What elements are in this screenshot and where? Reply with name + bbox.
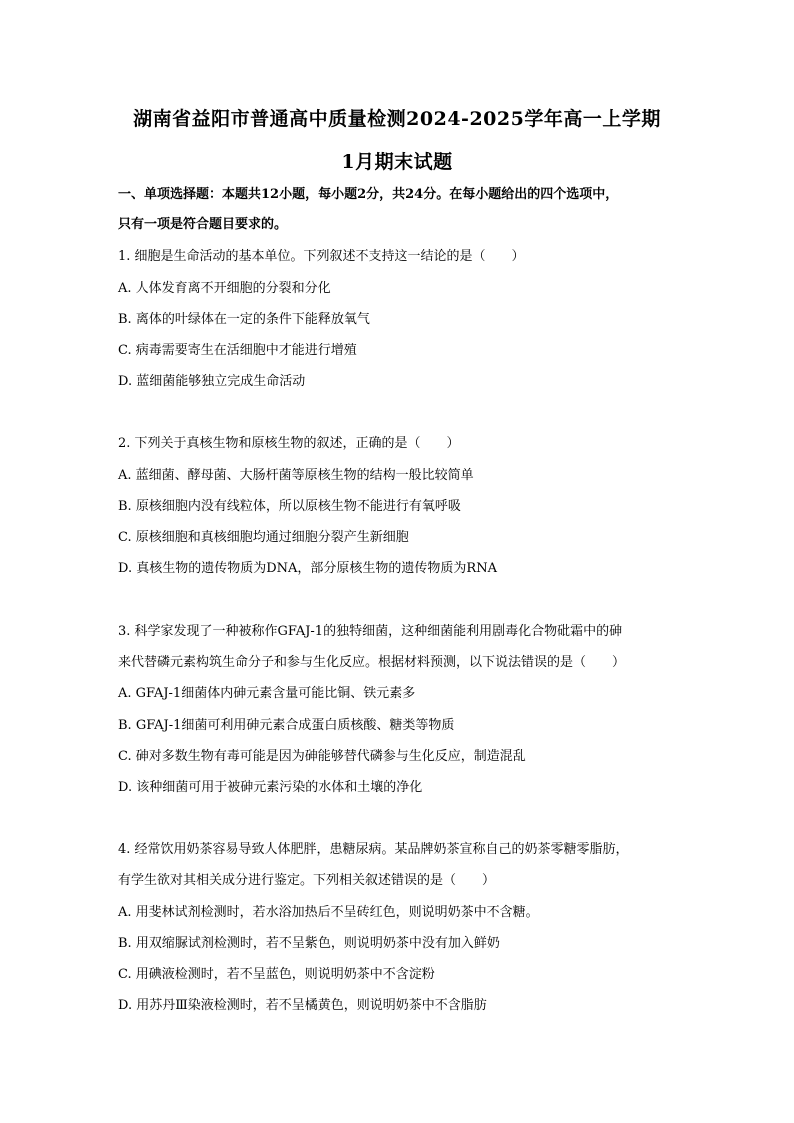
question-4-stem-line-1: 4. 经常饮用奶茶容易导致人体肥胖，患糖尿病。某品牌奶茶宣称自己的奶茶零糖零脂肪，	[118, 842, 629, 857]
question-4-stem-line-2: 有学生欲对其相关成分进行鉴定。下列相关叙述错误的是（ ）	[118, 873, 496, 888]
question-3-option-b: B. GFAJ-1细菌可利用砷元素合成蛋白质核酸、糖类等物质	[118, 718, 455, 733]
question-4-option-d: D. 用苏丹Ⅲ染液检测时，若不呈橘黄色，则说明奶茶中不含脂肪	[118, 998, 487, 1013]
question-1-option-c: C. 病毒需要寄生在活细胞中才能进行增殖	[118, 343, 357, 358]
question-3-stem-line-1: 3. 科学家发现了一种被称作GFAJ-1的独特细菌，这种细菌能利用剧毒化合物砒霜中的砷	[118, 624, 623, 639]
question-4-option-c: C. 用碘液检测时，若不呈蓝色，则说明奶茶中不含淀粉	[118, 967, 435, 982]
question-3-option-d: D. 该种细菌可用于被砷元素污染的水体和土壤的净化	[118, 780, 423, 795]
question-3-stem-line-2: 来代替磷元素构筑生命分子和参与生化反应。根据材料预测，以下说法错误的是（ ）	[118, 655, 626, 670]
question-1-stem: 1. 细胞是生命活动的基本单位。下列叙述不支持这一结论的是（ ）	[118, 249, 525, 264]
question-4-option-b: B. 用双缩脲试剂检测时，若不呈紫色，则说明奶茶中没有加入鲜奶	[118, 936, 500, 951]
question-2-option-c: C. 原核细胞和真核细胞均通过细胞分裂产生新细胞	[118, 530, 409, 545]
document-title-line-1: 湖南省益阳市普通高中质量检测2024-2025学年高一上学期	[133, 108, 661, 130]
question-4-option-a: A. 用斐林试剂检测时，若水浴加热后不呈砖红色，则说明奶茶中不含糖。	[118, 905, 539, 920]
document-title-line-2: 1月期末试题	[341, 151, 453, 173]
question-2-option-a: A. 蓝细菌、酵母菌、大肠杆菌等原核生物的结构一般比较简单	[118, 468, 474, 483]
question-2-option-b: B. 原核细胞内没有线粒体，所以原核生物不能进行有氧呼吸	[118, 499, 461, 514]
section-heading-line-1: 一、单项选择题：本题共12小题，每小题2分，共24分。在每小题给出的四个选项中，	[118, 187, 619, 202]
question-1-option-d: D. 蓝细菌能够独立完成生命活动	[118, 374, 306, 389]
question-3-option-c: C. 砷对多数生物有毒可能是因为砷能够替代磷参与生化反应，制造混乱	[118, 749, 526, 764]
question-3-option-a: A. GFAJ-1细菌体内砷元素含量可能比铜、铁元素多	[118, 686, 416, 701]
section-heading-line-2: 只有一项是符合题目要求的。	[118, 217, 288, 232]
question-2-stem: 2. 下列关于真核生物和原核生物的叙述，正确的是（ ）	[118, 436, 460, 451]
question-2-option-d: D. 真核生物的遗传物质为DNA，部分原核生物的遗传物质为RNA	[118, 561, 497, 576]
question-1-option-b: B. 离体的叶绿体在一定的条件下能释放氧气	[118, 312, 370, 327]
question-1-option-a: A. 人体发育离不开细胞的分裂和分化	[118, 281, 331, 296]
